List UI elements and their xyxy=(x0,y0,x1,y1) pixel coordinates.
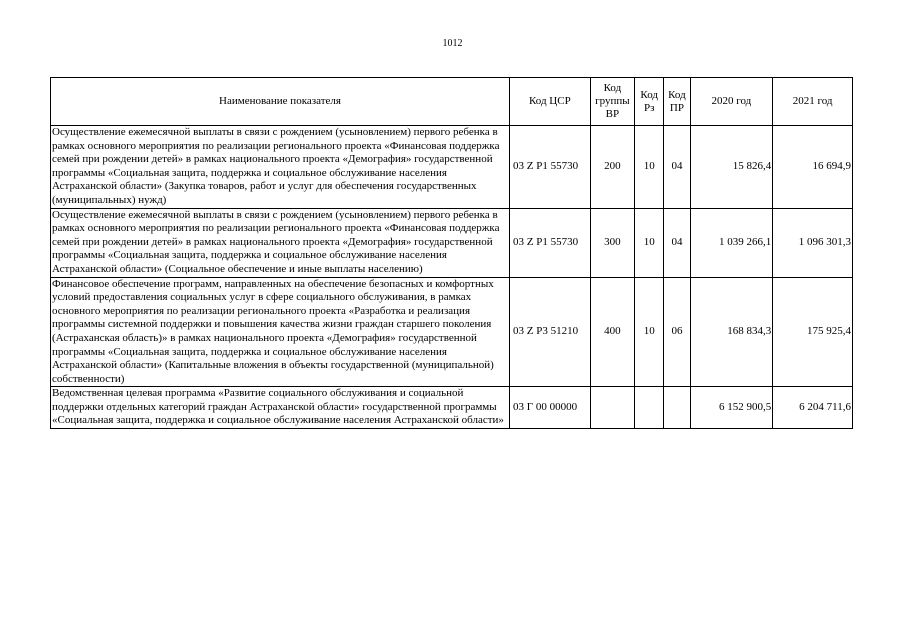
header-csr: Код ЦСР xyxy=(510,78,591,126)
table-row xyxy=(51,387,853,429)
row-vr: 300 xyxy=(590,208,634,277)
row-name: Ведомственная целевая программа «Развитие социального обслуживания и социальной поддержки отдельных категорий граждан Астраханской области» государственной программы «Социальная защита, поддержка и социальное обслуживание населения Астраханской области» xyxy=(51,387,510,429)
row-name: Финансовое обеспечение программ, направленных на обеспечение безопасных и комфортных условий предоставления социальных услуг в сфере социального обслуживания, в рамках основного мероприятия по реализации регионального проекта «Разработка и реализация программы системной поддержки и повышения качества жизни граждан старшего поколения (Астраханская область)» в рамках национального проекта «Демография» государственной программы «Социальная защита, поддержка и социальное обслуживание населения Астраханской области» (Капитальные вложения в объекты государственной (муниципальной) собственности) xyxy=(51,277,510,387)
row-2021: 175 925,4 xyxy=(773,277,853,387)
row-2020: 6 152 900,5 xyxy=(690,387,773,429)
row-2021: 1 096 301,3 xyxy=(773,208,853,277)
row-vr xyxy=(590,387,634,429)
row-rz: 10 xyxy=(635,277,664,387)
row-2021: 16 694,9 xyxy=(773,126,853,209)
row-pr: 04 xyxy=(664,208,690,277)
header-pr: Код ПР xyxy=(664,78,690,126)
row-vr: 200 xyxy=(590,126,634,209)
header-2020: 2020 год xyxy=(690,78,773,126)
row-pr: 04 xyxy=(664,126,690,209)
row-rz: 10 xyxy=(635,126,664,209)
row-vr: 400 xyxy=(590,277,634,387)
row-csr: 03 Z P1 55730 xyxy=(510,126,591,209)
row-name: Осуществление ежемесячной выплаты в связи с рождением (усыновлением) первого ребенка в рамках основного мероприятия по реализации регионального проекта «Финансовая поддержка семей при рождении детей» в рамках национального проекта «Демография» государственной программы «Социальная защита, поддержка и социальное обслуживание населения Астраханской области» (Закупка товаров, работ и услуг для обеспечения государственных (муниципальных) нужд) xyxy=(51,126,510,209)
row-pr xyxy=(664,387,690,429)
table-row xyxy=(51,126,853,209)
row-name: Осуществление ежемесячной выплаты в связи с рождением (усыновлением) первого ребенка в рамках основного мероприятия по реализации регионального проекта «Финансовая поддержка семей при рождении детей» в рамках национального проекта «Демография» государственной программы «Социальная защита, поддержка и социальное обслуживание населения Астраханской области» (Социальное обеспечение и иные выплаты населению) xyxy=(51,208,510,277)
budget-table xyxy=(50,77,853,429)
header-2021: 2021 год xyxy=(773,78,853,126)
header-vr: Код группы ВР xyxy=(590,78,634,126)
page-number: 1012 xyxy=(442,38,463,49)
row-csr: 03 Z P3 51210 xyxy=(510,277,591,387)
header-rz: Код Рз xyxy=(635,78,664,126)
row-csr: 03 Z P1 55730 xyxy=(510,208,591,277)
row-2020: 168 834,3 xyxy=(690,277,773,387)
row-pr: 06 xyxy=(664,277,690,387)
header-name: Наименование показателя xyxy=(51,78,510,126)
header-row xyxy=(51,78,853,126)
row-2021: 6 204 711,6 xyxy=(773,387,853,429)
table-row xyxy=(51,208,853,277)
table-row xyxy=(51,277,853,387)
row-rz xyxy=(635,387,664,429)
row-2020: 15 826,4 xyxy=(690,126,773,209)
row-rz: 10 xyxy=(635,208,664,277)
row-csr: 03 Г 00 00000 xyxy=(510,387,591,429)
row-2020: 1 039 266,1 xyxy=(690,208,773,277)
